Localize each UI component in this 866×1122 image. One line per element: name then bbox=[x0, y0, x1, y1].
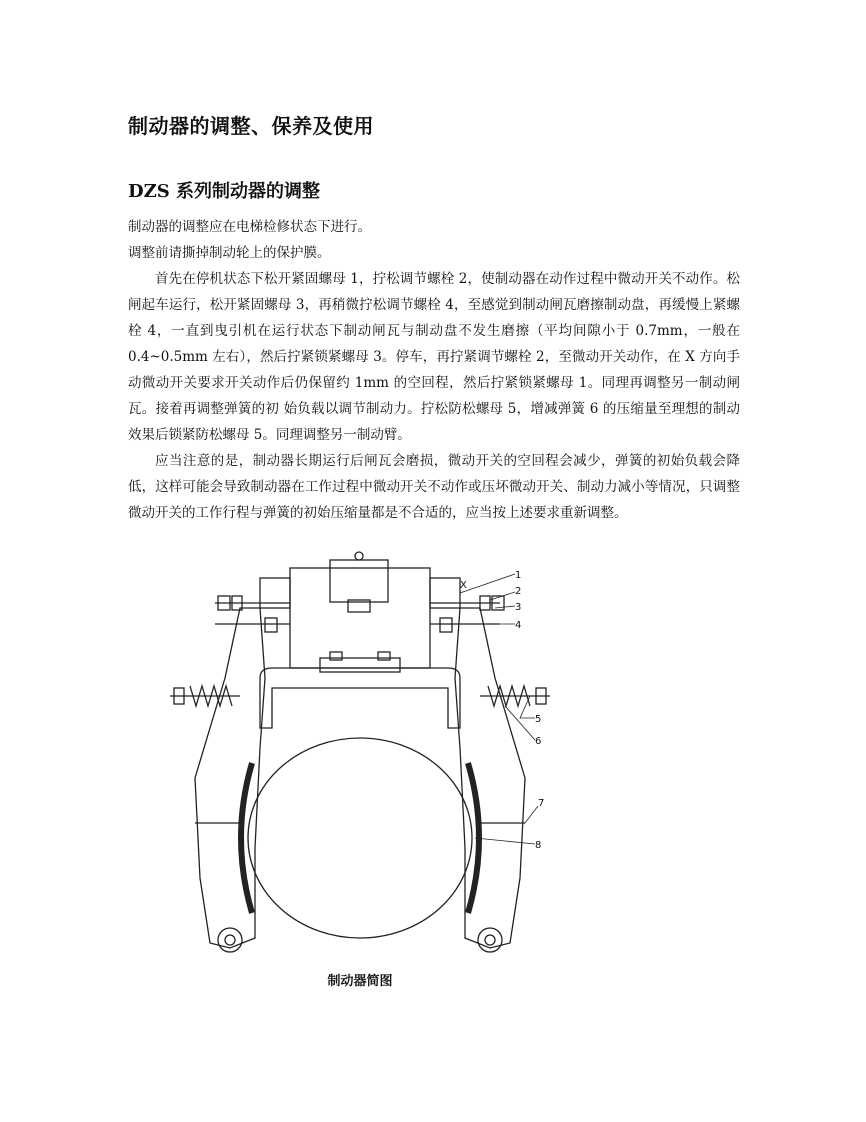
yoke bbox=[260, 668, 460, 728]
label-x: X bbox=[460, 580, 467, 591]
base-bolt-left bbox=[330, 652, 342, 660]
leader-3 bbox=[495, 606, 515, 608]
left-brake-shoe bbox=[241, 763, 252, 913]
paragraph-2: 调整前请撕掉制动轮上的保护膜。 bbox=[128, 245, 331, 261]
top-cap bbox=[330, 560, 388, 602]
right-nut-3 bbox=[440, 618, 452, 632]
top-knob bbox=[355, 552, 363, 560]
leader-7 bbox=[525, 806, 538, 823]
body-text bbox=[128, 214, 740, 526]
leader-8 bbox=[475, 838, 535, 844]
label-6: 6 bbox=[535, 736, 542, 747]
label-1: 1 bbox=[515, 570, 522, 581]
left-arm bbox=[195, 608, 265, 948]
label-2: 2 bbox=[515, 586, 522, 597]
brake-drum bbox=[248, 738, 472, 938]
paragraph-4: 应当注意的是，制动器长期运行后闸瓦会磨损，微动开关的空回程会减少，弹簧的初始负载会降低，这样可能会导致制动器在工作过程中微动开关不动作或压坏微动开关、制动力减小等情况，只调整微动开关的工作行程与弹簧的初始压缩量都是不合适的，应当按上述要求重新调整。 bbox=[128, 453, 740, 521]
brake-diagram-drawing bbox=[160, 548, 560, 968]
base-bolt-right bbox=[378, 652, 390, 660]
label-8: 8 bbox=[535, 840, 542, 851]
label-5: 5 bbox=[535, 714, 542, 725]
right-arm bbox=[455, 608, 525, 948]
page-heading: 制动器的调整、保养及使用 bbox=[128, 114, 374, 138]
leader-6 bbox=[505, 706, 535, 740]
right-pivot-hole bbox=[485, 935, 495, 945]
leader-1 bbox=[460, 574, 515, 593]
label-7: 7 bbox=[538, 798, 545, 809]
left-pivot-hole bbox=[225, 935, 235, 945]
paragraph-3: 首先在停机状态下松开紧固螺母 1，拧松调节螺栓 2，使制动器在动作过程中微动开关不动作。松闸起车运行，松开紧固螺母 3，再稍微拧松调节螺栓 4，至感觉到制动闸瓦磨擦制动盘，再缓慢上紧螺栓 4，一直到曳引机在运行状态下制动闸瓦与制动盘不发生磨擦（平均间隙小于 0.7mm，一般在 0.4~0.5mm 左右），然后拧紧锁紧螺母 3。停车，再拧紧调节螺栓 2，至微动开关动作，在 X 方向手动微动开关要求开关动作后仍保留约 1mm 的空回程，然后拧紧锁紧螺母 1。同理再调整另一制动闸瓦。接着再调整弹簧的初 始负载以调节制动力。拧松防松螺母 5，增减弹簧 6 的压缩量至理想的制动效果后锁紧防松螺母 5。同理调整另一制动臂。 bbox=[128, 271, 740, 443]
brake-diagram bbox=[160, 548, 560, 998]
magnet-housing bbox=[290, 568, 430, 668]
figure-caption: 制动器简图 bbox=[327, 974, 393, 989]
left-nut-3 bbox=[265, 618, 277, 632]
label-3: 3 bbox=[515, 602, 522, 613]
label-4: 4 bbox=[515, 620, 522, 631]
section-heading: DZS 系列制动器的调整 bbox=[128, 181, 321, 202]
paragraph-1: 制动器的调整应在电梯检修状态下进行。 bbox=[128, 219, 371, 235]
